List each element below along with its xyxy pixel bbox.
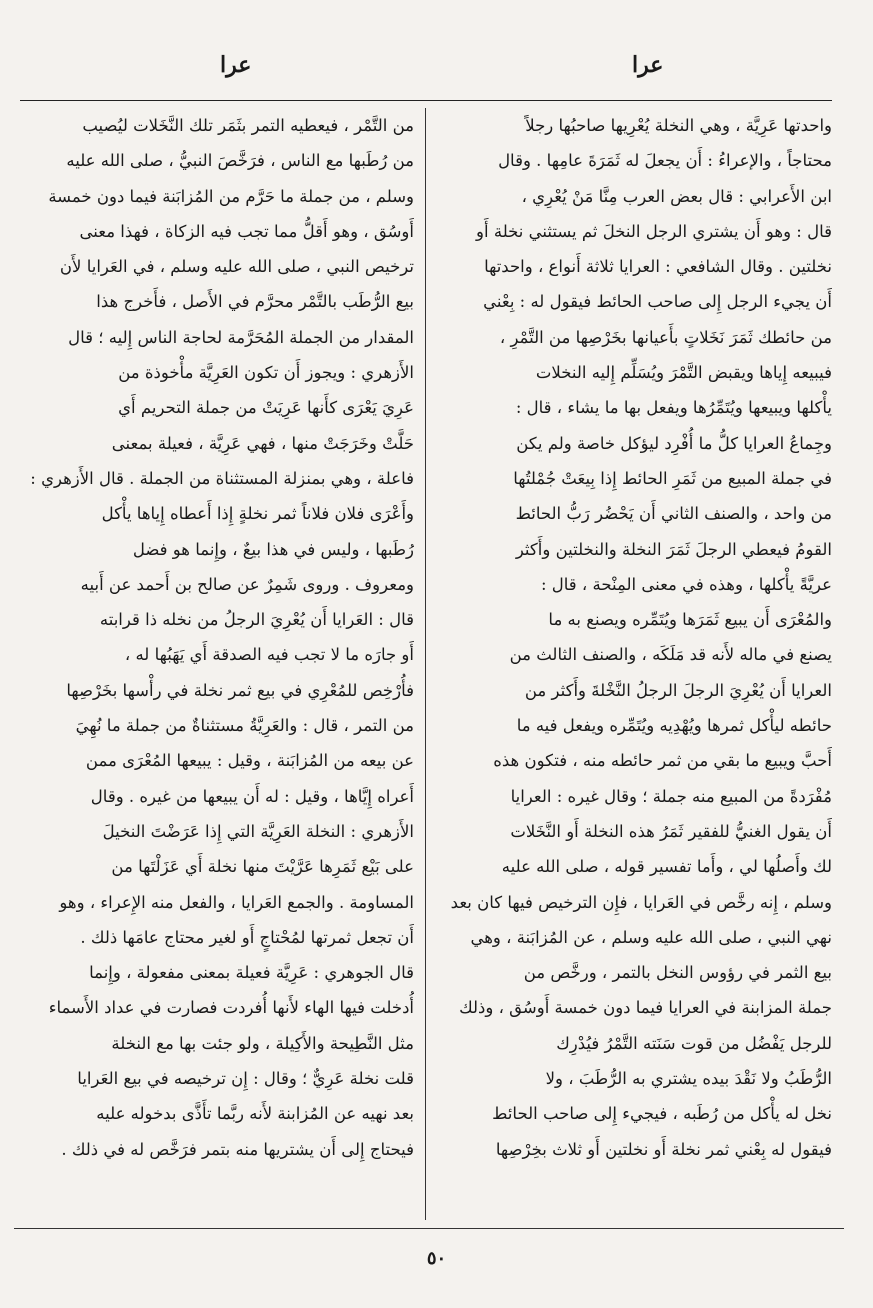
- text-line: أَوسُق ، وهو أَقلُّ مما تجب فيه الزكاة ، فهذا معنى: [79, 221, 414, 241]
- text-line: فيبيعه إِياها ويقبض التَّمْرَ ويُسَلِّم إِليه النخلات: [535, 363, 832, 383]
- left-text-column: [16, 108, 414, 1218]
- text-line: فيقول له بِعْني ثمر نخلة أَو نخلتين أَو ثلاث بخِرْصِها: [495, 1139, 832, 1159]
- text-line: أَو جارَه ما لا تجب فيه الصدقة أَي يَهَبُها له ،: [124, 645, 414, 665]
- text-line: أَحبَّ ويبيع ما بقي من ثمر حائطه منه ، فتكون هذه: [493, 751, 832, 771]
- text-line: وسلم ، إِنه رخَّص في العَرايا ، فإِن الترخيص فيها كان بعد: [450, 892, 832, 912]
- text-line: ترخيص النبي ، صلى الله عليه وسلم ، في العَرايا لأَن: [59, 257, 414, 277]
- right-text-column: [440, 108, 832, 1218]
- text-line: للرجل يَفْضُل من قوت سَنَته التَّمْرُ فيُدْرِك: [556, 1033, 832, 1053]
- text-line: من رُطَبها مع الناس ، فرَخَّصَ النبيُّ ، صلى الله عليه: [66, 151, 414, 171]
- text-line: فاعلة ، وهي بمنزلة المستثناة من الجملة . قال الأَزهري :: [30, 468, 414, 488]
- text-line: أَن يجيء الرجل إِلى صاحب الحائط فيقول له : بِعْني: [483, 292, 832, 312]
- text-line: على بَيْع ثَمَرِها عَرَّيْتَ منها نخلة أَي عَزَلْتَها من: [111, 857, 414, 877]
- text-line: قال الجوهري : عَرِيَّة فعيلة بمعنى مفعولة ، وإِنما: [89, 963, 414, 983]
- text-line: القومُ فيعطي الرجلَ ثَمَرَ النخلة والنخلتين وأَكثر: [515, 539, 832, 559]
- text-line: بيع الثمر في رؤوس النخل بالتمر ، ورخَّص من: [523, 963, 832, 983]
- text-line: وأَعْرَى فلان فلاناً ثمر نخلةٍ إِذا أَعطاه إِياها يأْكل: [101, 504, 414, 524]
- text-line: العرايا أَن يُعْرِيَ الرجلَ الرجلُ النَّخْلةَ وأَكثر من: [524, 680, 832, 700]
- text-line: قال : العَرايا أَن يُعْرِيَ الرجلُ من نخله ذا قرابته: [99, 610, 414, 630]
- text-line: من واحد ، والصنف الثاني أَن يَحْضُر رَبُّ الحائط: [515, 504, 832, 524]
- text-line: أُدخلت فيها الهاء لأَنها أُفردت فصارت في عداد الأَسماء: [48, 998, 414, 1018]
- text-line: قال : وهو أَن يشتري الرجل النخلَ ثم يستثني نخلة أَو: [476, 221, 832, 241]
- text-line: قلت نخلة عَرِيٌّ ؛ وقال : إِن ترخيصه في بيع العَرايا: [77, 1069, 414, 1089]
- text-line: نهي النبي ، صلى الله عليه وسلم ، عن المُزابَنة ، وهي: [470, 927, 832, 947]
- text-line: في جملة المبيع من ثَمَرِ الحائط إِذا بِيعَتْ جُمْلتُها: [513, 468, 832, 488]
- text-line: يأْكلها ويبيعها ويُتَمِّرُها ويفعل بها ما يشاء ، قال :: [515, 398, 832, 418]
- text-line: جملة المزابنة في العرايا فيما دون خمسة أَوسُق ، وذلك: [459, 998, 832, 1018]
- text-line: عَرِيَ يَعْرَى كأَنها عَرِيَتْ من جملة التحريم أَي: [118, 398, 414, 418]
- text-line: حائطه ليأْكل ثمرها ويُهْدِيه ويُتَمِّره ويفعل فيه ما: [516, 716, 832, 736]
- text-line: مثل النَّطِيحة والأَكِيلة ، ولو جئت بها مع النخلة: [111, 1033, 414, 1053]
- text-line: حَلَّتْ وخَرَجَتْ منها ، فهي عَرِيَّة ، فعيلة بمعنى: [111, 433, 414, 453]
- running-header-left: عرا: [220, 52, 252, 78]
- text-line: أَن تجعل ثمرتها لمُحْتاجٍ أَو لغير محتاج عامَها ذلك .: [80, 927, 414, 947]
- text-line: يصنع في ماله لأَنه قد مَلَكَه ، والصنف الثالث من: [509, 645, 832, 665]
- text-line: وسلم ، من جملة ما حَرَّم من المُزابَنة فيما دون خمسة: [48, 186, 414, 206]
- column-divider: [425, 108, 426, 1220]
- text-line: واحدتها عَرِيَّة ، وهي النخلة يُعْرِيها صاحبُها رجلاً: [525, 116, 832, 135]
- text-line: من التَّمْر ، فيعطيه التمر بثَمَر تلك النَّخَلات ليُصيب: [82, 116, 414, 135]
- page-number: ٥٠: [426, 1248, 447, 1269]
- text-line: نخلتين . وقال الشافعي : العرايا ثلاثة أَنواع ، واحدتها: [484, 257, 832, 277]
- text-line: فأُرْخِص للمُعْرِي في بيع ثمر نخلة في رأْسها بخَرْصِها: [66, 680, 414, 700]
- text-line: لك وأَصلُها لي ، وأَما تفسير قوله ، صلى الله عليه: [501, 857, 832, 877]
- text-line: الأَزهري : النخلة العَرِيَّة التي إِذا عَرَضْتَ النخيلَ: [102, 821, 414, 841]
- text-line: من حائطك ثَمَرَ نَخَلاتٍ بأَعيانها بخَرْصِها من التَّمْرِ ،: [499, 327, 832, 347]
- footer-rule: [14, 1228, 844, 1229]
- text-line: وجِماعُ العرايا كلُّ ما أُفْرِد ليؤكل خاصة ولم يكن: [516, 433, 832, 453]
- text-line: بعد نهيه عن المُزابنة لأَنه ربَّما تأَذَّى بدخوله عليه: [96, 1104, 414, 1124]
- text-line: المساومة . والجمع العَرايا ، والفعل منه الإِعراء ، وهو: [59, 892, 414, 912]
- text-line: والمُعْرَى أَن يبيع ثَمَرَها ويُتَمِّره ويصنع به ما: [548, 610, 832, 630]
- text-line: فيحتاج إِلى أَن يشتريها منه بتمر فرَخَّص له في ذلك .: [61, 1139, 414, 1159]
- text-line: ابن الأَعرابي : قال بعض العرب مِنَّا مَنْ يُعْرِي ،: [521, 186, 832, 206]
- text-line: نخل له يأْكل من رُطَبه ، فيجيء إِلى صاحب الحائط: [492, 1104, 832, 1124]
- text-line: مُفْرَدةً من المبيع منه جملة ؛ وقال غيره : العرايا: [510, 786, 832, 806]
- text-line: من التمر ، قال : والعَرِيَّةُ مستثناةٌ من جملة ما نُهِيَ: [75, 716, 414, 736]
- running-header-right: عرا: [632, 52, 664, 78]
- text-line: بيع الرُّطَب بالتَّمْر محرَّم في الأَصل ، فأَخرج هذا: [96, 292, 414, 312]
- text-line: رُطَبها ، وليس في هذا بيعٌ ، وإِنما هو فضل: [132, 539, 414, 559]
- header-rule: [20, 100, 832, 101]
- text-line: الرُّطَبُ ولا نَقْدَ بيده يشتري به الرُّطَبَ ، ولا: [545, 1069, 832, 1089]
- text-line: ومعروف . وروى شَمِرٌ عن صالح بن أَحمد عن أَبيه: [80, 574, 414, 594]
- text-line: محتاجاً ، والإعراءُ : أَن يجعلَ له ثَمَرَةَ عامِها . وقال: [498, 151, 832, 171]
- text-line: عن بيعه من المُزابَنة ، وقيل : يبيعها المُعْرَى ممن: [85, 751, 414, 771]
- text-line: الأَزهري : ويجوز أَن تكون العَرِيَّة مأْخوذة من: [118, 363, 414, 383]
- text-line: المقدار من الجملة المُحَرَّمة لحاجة الناس إِليه ؛ قال: [68, 327, 414, 347]
- text-line: أَن يقول الغنيُّ للفقير ثَمَرُ هذه النخلة أَو النَّخَلات: [510, 821, 832, 841]
- text-line: عريَّةً يأْكلها ، وهذه في معنى المِنْحة ، قال :: [540, 574, 832, 594]
- text-line: أَعراه إِيَّاها ، وقيل : له أَن يبيعها من غيره . وقال: [90, 786, 414, 806]
